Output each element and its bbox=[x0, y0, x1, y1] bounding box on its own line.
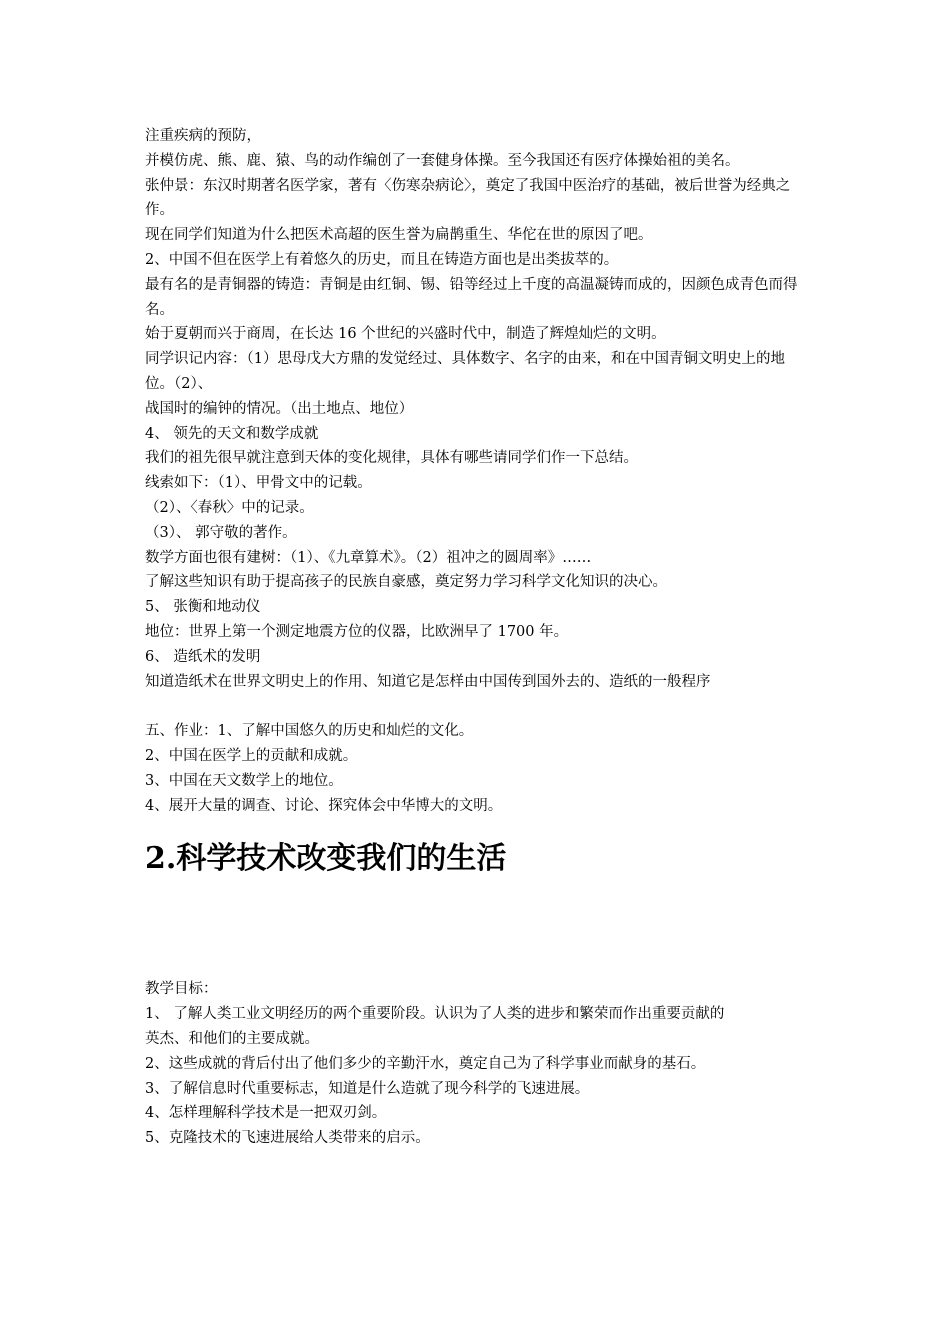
text-line: （2）、〈春秋〉中的记录。 bbox=[145, 499, 314, 516]
text-line: 并模仿虎、熊、鹿、猿、鸟的动作编创了一套健身体操。至今我国还有医疗体操始祖的美名。 bbox=[145, 152, 740, 169]
text-line: 我们的祖先很早就注意到天体的变化规律，具体有哪些请同学们作一下总结。 bbox=[145, 450, 638, 467]
text-line: 了解这些知识有助于提高孩子的民族自豪感，奠定努力学习科学文化知识的决心。 bbox=[145, 574, 667, 591]
objectives-title: 教学目标： bbox=[145, 981, 218, 998]
text-line: 同学识记内容：（1）思母戊大方鼎的发觉经过、具体数字、名字的由来，和在中国青铜文明史上的地位。（2）、 bbox=[145, 351, 785, 392]
objective-item: 2、这些成就的背后付出了他们多少的辛勤汗水，奠定自己为了科学事业而献身的基石。 bbox=[145, 1055, 706, 1072]
text-line: 最有名的是青铜器的铸造：青铜是由红铜、锡、铅等经过上千度的高温凝铸而成的，因颜色成青色而得名。 bbox=[145, 276, 798, 318]
section-item: 4、 领先的天文和数学成就 bbox=[145, 425, 319, 442]
homework-item: 2、中国在医学上的贡献和成就。 bbox=[145, 747, 358, 764]
homework-item: 4、展开大量的调查、讨论、探究体会中华博大的文明。 bbox=[145, 797, 503, 814]
lesson-continuation bbox=[145, 124, 809, 694]
text-line: （3）、 郭守敬的著作。 bbox=[145, 524, 297, 541]
homework-section bbox=[145, 719, 809, 818]
text-line: 地位：世界上第一个测定地震方位的仪器，比欧洲早了 1700 年。 bbox=[145, 623, 569, 640]
objectives-section bbox=[145, 977, 809, 1151]
objective-item: 1、 了解人类工业文明经历的两个重要阶段。认识为了人类的进步和繁荣而作出重要贡献的 bbox=[145, 1006, 725, 1023]
blank-line bbox=[145, 694, 809, 719]
homework-title: 五、作业：1、了解中国悠久的历史和灿烂的文化。 bbox=[145, 723, 474, 740]
text-line: 始于夏朝而兴于商周，在长达 16 个世纪的兴盛时代中，制造了辉煌灿烂的文明。 bbox=[145, 326, 666, 343]
chapter-heading: 2.科学技术改变我们的生活 bbox=[145, 841, 507, 877]
section-item: 5、 张衡和地动仪 bbox=[145, 599, 261, 616]
section-item: 6、 造纸术的发明 bbox=[145, 648, 261, 665]
text-line: 线索如下：（1）、甲骨文中的记载。 bbox=[145, 475, 372, 492]
text-line: 知道造纸术在世界文明史上的作用、知道它是怎样由中国传到国外去的、造纸的一般程序 bbox=[145, 673, 711, 690]
text-line: 现在同学们知道为什么把医术高超的医生誉为扁鹊重生、华佗在世的原因了吧。 bbox=[145, 227, 653, 244]
spacer bbox=[145, 879, 809, 977]
text-line: 战国时的编钟的情况。（出土地点、地位） bbox=[145, 400, 414, 417]
homework-item: 3、中国在天文数学上的地位。 bbox=[145, 772, 343, 789]
objective-item: 英杰、和他们的主要成就。 bbox=[145, 1030, 319, 1047]
text-line: 2、中国不但在医学上有着悠久的历史，而且在铸造方面也是出类拔萃的。 bbox=[145, 251, 619, 268]
text-line: 注重疾病的预防， bbox=[145, 128, 261, 144]
text-line: 张仲景：东汉时期著名医学家，著有〈伤寒杂病论〉，奠定了我国中医治疗的基础，被后世誉为经典之作。 bbox=[145, 177, 791, 219]
document-body bbox=[145, 124, 809, 1151]
objective-item: 3、了解信息时代重要标志，知道是什么造就了现今科学的飞速进展。 bbox=[145, 1080, 590, 1097]
objective-item: 4、怎样理解科学技术是一把双刃剑。 bbox=[145, 1105, 387, 1122]
text-line: 数学方面也很有建树：（1）、《九章算术》。（2）祖冲之的圆周率》…… bbox=[145, 549, 592, 566]
objective-item: 5、克隆技术的飞速进展给人类带来的启示。 bbox=[145, 1130, 430, 1147]
